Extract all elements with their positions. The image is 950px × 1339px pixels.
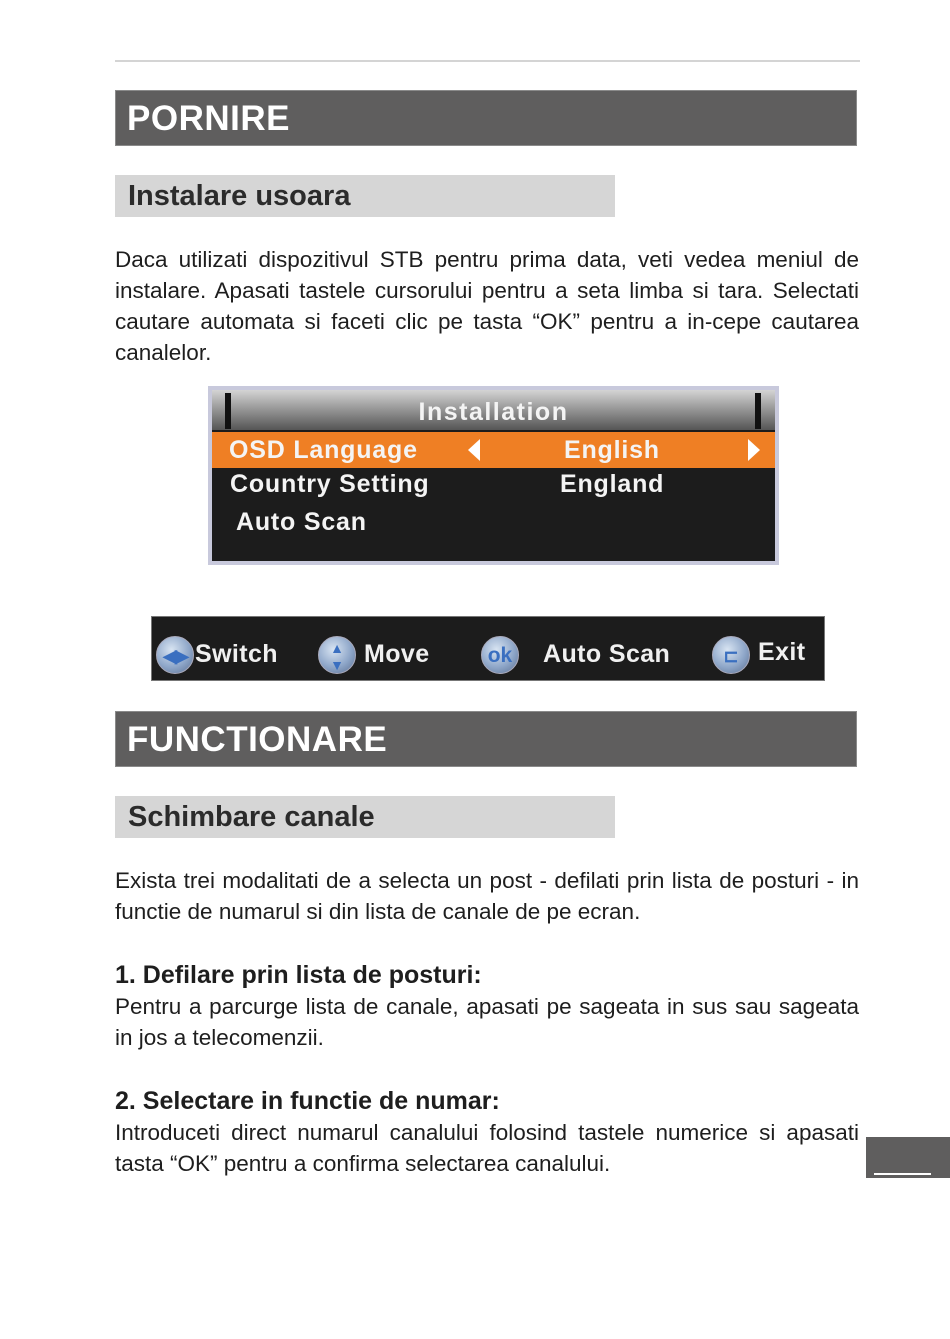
- osd-title-bracket-left: [225, 393, 231, 429]
- up-down-icon: ▲ ▼: [318, 636, 356, 674]
- osd-row-label: Auto Scan: [236, 508, 367, 536]
- remote-help-bar: [151, 616, 825, 681]
- osd-row-label: OSD Language: [229, 436, 418, 464]
- channel-methods-paragraph: Exista trei modalitati de a selecta un post - defilati prin lista de posturi - in functie de numarul si din lista de canale de pe ecran.: [115, 868, 859, 924]
- help-label-auto-scan: Auto Scan: [543, 640, 671, 668]
- item1-title: 1. Defilare prin lista de posturi:: [115, 961, 482, 989]
- osd-row-value: English: [564, 436, 660, 464]
- help-label-switch: Switch: [195, 640, 278, 668]
- item2-title: 2. Selectare in functie de numar:: [115, 1087, 500, 1115]
- intro-paragraph: Daca utilizati dispozitivul STB pentru prima data, veti vedea meniul de instalare. Apasati tastele cursorului pentru a seta limba si tara. Selectati cautare automata si faceti clic pe tasta “OK” pentru a in-cepe cautarea canalelor.: [115, 247, 859, 365]
- subsection-title-schimbare-canale: Schimbare canale: [115, 796, 615, 838]
- top-divider: [115, 60, 860, 62]
- item2-text: Introduceti direct numarul canalului folosind tastele numerice si apasati tasta “OK” pentru a confirma selectarea canalului.: [115, 1120, 859, 1176]
- osd-installation-screen: [208, 386, 779, 565]
- item1-text: Pentru a parcurge lista de canale, apasati pe sageata in sus sau sageata in jos a telecomenzii.: [115, 994, 859, 1050]
- section-title-functionare: FUNCTIONARE: [115, 711, 857, 767]
- ok-icon: ok: [481, 636, 519, 674]
- help-label-exit: Exit: [758, 638, 806, 666]
- osd-title: Installation: [418, 398, 569, 426]
- arrow-right-icon[interactable]: [748, 439, 760, 461]
- osd-title-bracket-right: [755, 393, 761, 429]
- osd-row-value: England: [560, 470, 665, 498]
- osd-row-auto-scan[interactable]: [212, 504, 775, 540]
- exit-icon: ⊏: [712, 636, 750, 674]
- osd-row-label: Country Setting: [230, 470, 430, 498]
- help-label-move: Move: [364, 640, 430, 668]
- page-edge-tab-line: [874, 1173, 931, 1175]
- left-right-icon: ◀▶: [156, 636, 194, 674]
- osd-row-country-setting[interactable]: [212, 466, 775, 502]
- arrow-left-icon[interactable]: [468, 439, 480, 461]
- osd-title-bar: [212, 390, 775, 430]
- page-edge-tab: [866, 1137, 950, 1178]
- subsection-title-instalare: Instalare usoara: [115, 175, 615, 217]
- section-title-pornire: PORNIRE: [115, 90, 857, 146]
- osd-row-osd-language[interactable]: [212, 432, 775, 468]
